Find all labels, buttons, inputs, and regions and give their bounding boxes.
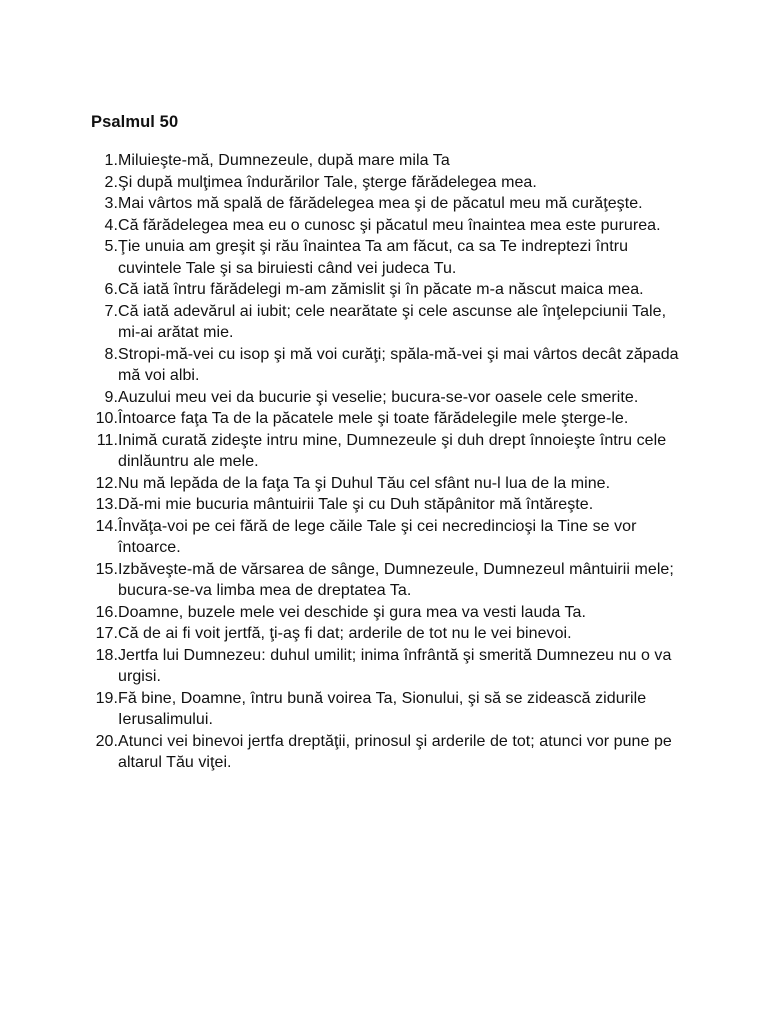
verse-item: [0, 408, 682, 430]
verse-item: [0, 623, 682, 645]
verse-text: Fă bine, Doamne, întru bună voirea Ta, Sionului, şi să se zidească zidurile Ierusalimului.: [118, 689, 647, 728]
verse-text: Jertfa lui Dumnezeu: duhul umilit; inima înfrântă şi smerită Dumnezeu nu o va urgisi.: [118, 646, 672, 685]
verse-text: Miluieşte-mă, Dumnezeule, după mare mila Ta: [118, 152, 450, 169]
verse-number: 16.: [95, 603, 118, 621]
verse-item: [0, 387, 682, 409]
verse-item: [0, 301, 682, 344]
verse-text: Ţie unuia am greşit şi rău înaintea Ta am făcut, ca sa Te indreptezi întru cuvintele Tale şi sa biruiesti când vei judeca Tu.: [118, 238, 629, 277]
verse-text: Inimă curată zideşte intru mine, Dumnezeule şi duh drept înnoieşte întru cele dinlăuntru ale mele.: [118, 431, 667, 470]
verse-number: 13.: [95, 496, 118, 513]
verse-text: Atunci vei binevoi jertfa dreptăţii, prinosul şi arderile de tot; atunci vor pune pe altarul Tău viţei.: [118, 732, 672, 771]
verse-number: 18.: [95, 646, 118, 664]
verse-item: [0, 150, 682, 172]
verse-item: [0, 430, 682, 473]
verse-number: 11.: [96, 431, 118, 449]
verse-item: [0, 688, 682, 731]
verse-text: Auzului meu vei da bucurie şi veselie; bucura-se-vor oasele cele smerite.: [118, 388, 639, 406]
verse-item: [0, 731, 682, 774]
verse-text: Că iată întru fărădelegi m-am zămislit şi în păcate m-a născut maica mea.: [118, 281, 644, 298]
verse-item: [0, 236, 682, 279]
verse-item: [0, 473, 682, 495]
verse-text: Învăţa-voi pe cei fără de lege căile Tale şi cei necredincioşi la Tine se vor întoarce.: [118, 517, 637, 556]
verse-number: 6.: [104, 281, 118, 298]
verse-item: [0, 193, 682, 215]
verse-text: Izbăveşte-mă de vărsarea de sânge, Dumnezeule, Dumnezeul mântuirii mele; bucura-se-va limba mea de dreptatea Ta.: [118, 560, 674, 599]
verse-text: Că de ai fi voit jertfă, ţi-aş fi dat; arderile de tot nu le vei binevoi.: [118, 625, 572, 642]
verse-text: Nu mă lepăda de la faţa Ta şi Duhul Tău cel sfânt nu-l lua de la mine.: [118, 474, 611, 492]
verse-item: [0, 215, 682, 237]
verse-number: 10.: [95, 410, 118, 427]
verse-text: Dă-mi mie bucuria mântuirii Tale şi cu Duh stăpânitor mă întăreşte.: [118, 496, 594, 513]
verse-item: [0, 645, 682, 688]
verse-item: [0, 344, 682, 387]
verse-text: Stropi-mă-vei cu isop şi mă voi curăţi; spăla-mă-vei şi mai vârtos decât zăpada mă voi albi.: [118, 345, 679, 384]
verse-number: 14.: [95, 517, 118, 535]
verse-number: 1.: [104, 152, 118, 169]
verse-text: Întoarce faţa Ta de la păcatele mele şi toate fărădelegile mele şterge-le.: [118, 410, 629, 427]
verse-item: [0, 279, 682, 301]
verse-text: Mai vârtos mă spală de fărădelegea mea şi de păcatul meu mă curăţeşte.: [118, 195, 643, 212]
verse-number: 3.: [104, 195, 118, 212]
verse-text: Doamne, buzele mele vei deschide şi gura mea va vesti lauda Ta.: [118, 603, 587, 621]
verse-number: 20.: [95, 732, 118, 750]
verse-number: 9.: [104, 388, 118, 406]
verse-item: [0, 559, 682, 602]
verse-number: 8.: [104, 345, 118, 363]
verse-number: 17.: [95, 625, 118, 642]
verse-text: Că fărădelegea mea eu o cunosc şi păcatul meu înaintea mea este pururea.: [118, 216, 661, 234]
verse-number: 15.: [95, 560, 118, 578]
verse-number: 5.: [104, 238, 118, 255]
verse-list: [0, 150, 768, 774]
verse-item: [0, 516, 682, 559]
verse-number: 12.: [95, 474, 118, 492]
verse-number: 2.: [104, 173, 118, 191]
verse-text: Că iată adevărul ai iubit; cele nearătate şi cele ascunse ale înţelepciunii Tale, mi-ai arătat mie.: [118, 302, 667, 341]
page-title: Psalmul 50: [91, 113, 179, 131]
verse-item: [0, 602, 682, 624]
verse-item: [0, 172, 682, 194]
verse-number: 19.: [95, 689, 118, 707]
verse-number: 4.: [104, 216, 118, 234]
verse-item: [0, 494, 682, 516]
verse-text: Şi după mulţimea îndurărilor Tale, şterge fărădelegea mea.: [118, 173, 537, 191]
verse-number: 7.: [104, 302, 118, 320]
